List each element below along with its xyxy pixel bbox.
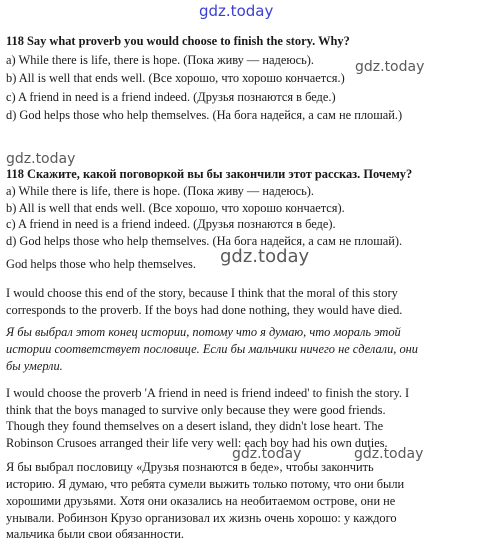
para1-ru-line: Я бы выбрал этот конец истории, потому что я думаю, что мораль этой	[6, 325, 401, 339]
para1-ru-line: бы умерли.	[6, 359, 63, 373]
option-d-ru: d) God helps those who help themselves. (На бога надейся, а сам не плошай).	[6, 234, 403, 248]
watermark-e: gdz.today	[354, 446, 424, 462]
para2-ru-line: унывали. Робинзон Крузо организовал их жизнь очень хорошо: у каждого	[6, 511, 397, 525]
watermark-top: gdz.today	[199, 2, 274, 20]
para2-en-line: I would choose the proverb 'A friend in need is friend indeed' to finish the story. I	[6, 386, 410, 400]
option-c-en: c) A friend in need is a friend indeed. (Друзья познаются в беде.)	[6, 90, 336, 104]
answer-choice: God helps those who help themselves.	[6, 257, 196, 271]
exercise-heading-en: 118 Say what proverb you would choose to finish the story. Why?	[6, 34, 350, 48]
option-b-ru: b) All is well that ends well. (Все хорошо, что хорошо кончается).	[6, 201, 345, 215]
para2-ru-line: историю. Я думаю, что ребята сумели выжить только потому, что они были	[6, 477, 405, 491]
watermark-b: gdz.today	[6, 151, 76, 167]
watermark-a: gdz.today	[355, 59, 425, 75]
para2-ru-line: хорошими друзьями. Хотя они оказались на необитаемом острове, они не	[6, 494, 396, 508]
option-a-en: a) While there is life, there is hope. (Пока живу — надеюсь).	[6, 53, 314, 67]
para2-en-line: Robinson Crusoes arranged their life very well: each boy had his own duties.	[6, 436, 388, 450]
option-b-en: b) All is well that ends well. (Все хорошо, что хорошо кончается.)	[6, 71, 345, 85]
para2-ru-line: Я бы выбрал пословицу «Друзья познаются в беде», чтобы закончить	[6, 460, 374, 474]
option-d-en: d) God helps those who help themselves. (На бога надейся, а сам не плошай.)	[6, 108, 403, 122]
para2-en-line: Though they found themselves on a desert island, they didn't lose heart. The	[6, 419, 384, 433]
para2-en-line: think that the boys managed to survive only because they were good friends.	[6, 403, 386, 417]
para1-en-line: I would choose this end of the story, because I think that the moral of this story	[6, 286, 398, 300]
watermark-c: gdz.today	[220, 246, 310, 267]
para1-en-line: corresponds to the proverb. If the boys had done nothing, they would have died.	[6, 303, 403, 317]
watermark-d: gdz.today	[232, 446, 302, 462]
para1-ru-line: истории соответствует пословице. Если бы мальчики ничего не сделали, они	[6, 342, 419, 356]
para2-ru-line: мальчика были свои обязанности.	[6, 527, 184, 541]
option-c-ru: c) A friend in need is a friend indeed. (Друзья познаются в беде).	[6, 217, 336, 231]
option-a-ru: a) While there is life, there is hope. (Пока живу — надеюсь).	[6, 184, 314, 198]
exercise-heading-ru: 118 Скажите, какой поговоркой вы бы закончили этот рассказ. Почему?	[6, 167, 413, 181]
